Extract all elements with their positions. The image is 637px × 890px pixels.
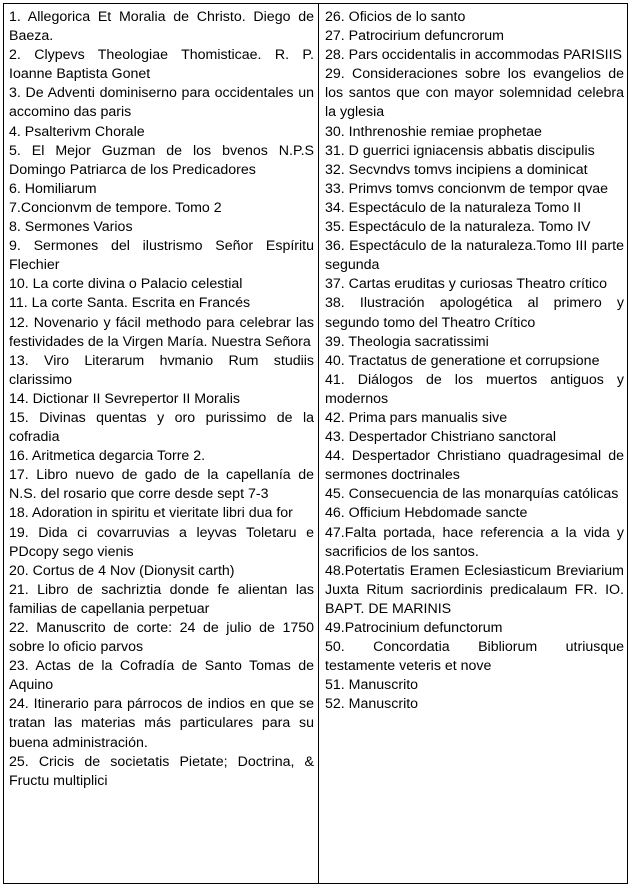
list-item: 48.Potertatis Eramen Eclesiasticum Breviarium Juxta Ritum sacriordinis predicalaum FR. IO. BAPT. DE MARINIS (325, 562, 624, 617)
list-item: 43. Despertador Chistriano sanctoral (325, 429, 557, 446)
list-item: 44. Despertador Christiano quadragesimal de sermones doctrinales (325, 448, 624, 484)
list-item: 51. Manuscrito (325, 677, 419, 694)
list-item: 17. Libro nuevo de gado de la capellanía de N.S. del rosario que corre desde sept 7-3 (9, 467, 314, 503)
list-item: 28. Pars occidentalis in accommodas PARISIIS (325, 47, 623, 64)
list-item: 16. Aritmetica degarcia Torre 2. (9, 448, 206, 465)
list-item: 31. D guerrici igniacensis abbatis discipulis (325, 142, 595, 159)
list-item: 5. El Mejor Guzman de los bvenos N.P.S Domingo Patriarca de los Predicadores (9, 142, 314, 178)
list-item: 10. La corte divina o Palacio celestial (9, 276, 243, 293)
list-item: 42. Prima pars manualis sive (325, 409, 508, 426)
list-item: 9. Sermones del ilustrismo Señor Espíritu Flechier (9, 238, 314, 274)
list-item: 27. Patrocirium defuncrorum (325, 28, 504, 45)
list-item: 52. Manuscrito (325, 696, 419, 713)
list-item: 22. Manuscrito de corte: 24 de julio de 1750 sobre lo oficio parvos (9, 620, 314, 656)
list-item: 8. Sermones Varios (9, 219, 133, 236)
list-item: 34. Espectáculo de la naturaleza Tomo II (325, 199, 582, 216)
list-item: 7.Concionvm de tempore. Tomo 2 (9, 199, 222, 216)
left-column (4, 4, 319, 883)
list-item: 12. Novenario y fácil methodo para celebrar las festividades de la Virgen María. Nuestra Señora (9, 314, 314, 350)
list-item: 3. De Adventi dominiserno para occidentales un accomino das paris (9, 85, 314, 121)
list-item: 23. Actas de la Cofradía de Santo Tomas de Aquino (9, 658, 314, 694)
list-item: 49.Patrocinium defunctorum (325, 620, 503, 636)
list-item: 1. Allegorica Et Moralia de Christo. Diego de Baeza. (9, 9, 314, 45)
list-item: 39. Theologia sacratissimi (325, 333, 489, 350)
list-item: 37. Cartas eruditas y curiosas Theatro crítico (325, 276, 608, 293)
list-item: 13. Viro Literarum hvmanio Rum studiis clarissimo (9, 352, 314, 388)
right-column (319, 4, 627, 883)
list-item: 24. Itinerario para párrocos de indios en que se tratan las materias más particulares para su buena administración. (9, 696, 314, 751)
list-item: 36. Espectáculo de la naturaleza.Tomo III parte segunda (325, 238, 624, 274)
list-item: 4. Psalterivm Chorale (9, 123, 145, 140)
list-item: 29. Consideraciones sobre los evangelios de los santos que con mayor solemnidad celebra la yglesia (325, 66, 624, 121)
list-item: 15. Divinas quentas y oro purissimo de la cofradia (9, 409, 314, 446)
list-item: 50. Concordatia Bibliorum utriusque testamente veteris et nove (325, 639, 624, 675)
list-item: 11. La corte Santa. Escrita en Francés (9, 295, 251, 312)
list-item: 20. Cortus de 4 Nov (Dionysit carth) (9, 562, 235, 579)
list-item: 30. Inthrenoshie remiae prophetae (325, 123, 542, 140)
list-item: 46. Officium Hebdomade sancte (325, 505, 528, 522)
list-item: 45. Consecuencia de las monarquías católicas (325, 486, 619, 503)
list-item: 25. Cricis de societatis Pietate; Doctrina, & Fructu multiplici (9, 753, 314, 789)
list-item: 26. Oficios de lo santo (325, 9, 466, 25)
list-item: 47.Falta portada, hace referencia a la vida y sacrificios de los santos. (325, 524, 624, 560)
list-item: 41. Diálogos de los muertos antiguos y modernos (325, 371, 624, 407)
book-list-table (3, 3, 628, 884)
list-item: 32. Secvndvs tomvs incipiens a dominicat (325, 161, 588, 178)
list-item: 6. Homiliarum (9, 180, 97, 197)
list-item: 2. Clypevs Theologiae Thomisticae. R. P. Ioanne Baptista Gonet (9, 47, 314, 83)
list-item: 19. Dida ci covarruvias a leyvas Toletaru e PDcopy sego vienis (9, 524, 314, 560)
list-item: 38. Ilustración apologética al primero y segundo tomo del Theatro Crítico (325, 295, 624, 331)
list-item: 18. Adoration in spiritu et vieritate libri dua for (9, 505, 293, 522)
list-item: 40. Tractatus de generatione et corrupsione (325, 352, 600, 369)
list-item: 21. Libro de sachriztia donde fe alientan las familias de capellania perpetuar (9, 581, 314, 617)
list-item: 14. Dictionar II Sevrepertor II Moralis (9, 390, 241, 407)
list-item: 33. Primvs tomvs concionvm de tempor qvae (325, 180, 609, 197)
list-item: 35. Espectáculo de la naturaleza. Tomo IV (325, 219, 591, 236)
